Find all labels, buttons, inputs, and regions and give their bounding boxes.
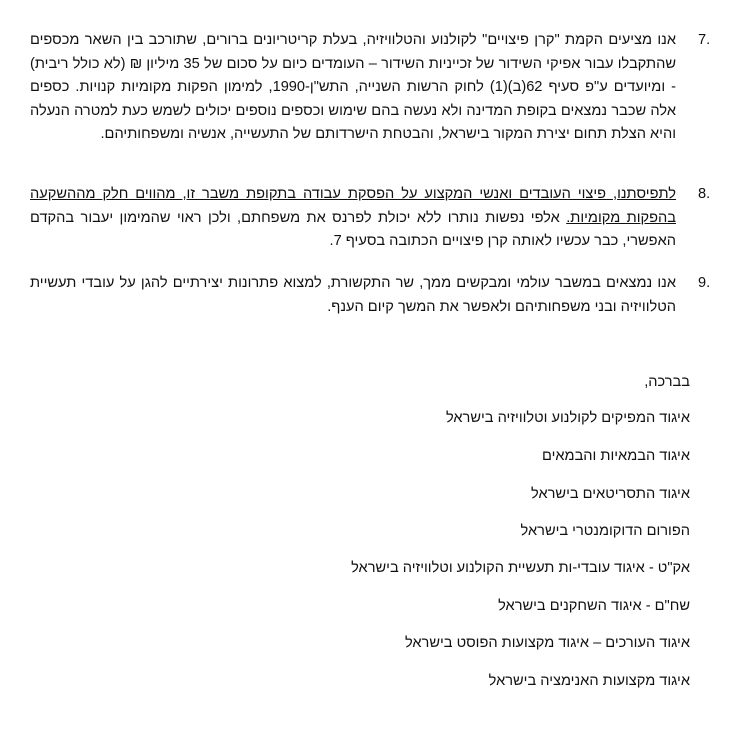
- underlined-text: לתפיסתנו, פיצוי העובדים ואנשי המקצוע על הפסקת עבודה בתקופת משבר זו, מהווים חלק מההשקעה בהפקות מקומיות.: [30, 186, 676, 226]
- signatory: איגוד הבמאיות והבמאים: [541, 448, 690, 464]
- item-number: 8.: [698, 186, 711, 202]
- signatory: איגוד העורכים – איגוד מקצועות הפוסט בישראל: [404, 635, 690, 651]
- list-item-7: [30, 29, 726, 147]
- item-number: 7.: [698, 32, 711, 48]
- signatory: שח"ם - איגוד השחקנים בישראל: [498, 598, 690, 614]
- item-text: אנו מציעים הקמת "קרן פיצויים" לקולנוע והטלוויזיה, בעלת קריטריונים ברורים, שתורכב בין השאר מכספים שהתקבלו עבור אפיקי השידור של זכייניות השידור – העומדים כיום על סכום של 35 מיליון ₪ (לא כולל ריבית) - ומיועדים ע"פ סעיף 62(ב)(1) לחוק הרשות השנייה, התש"ן-1990, למימון הפקות מקומיות קנויות. כספים אלה שכבר נמצאים בקופת המדינה ולא נעשה בהם שימוש וכספים נוספים יכולים לשמש כעת למטרה הנעלה והיא הצלת תחום יצירת המקור בישראל, והבטחת הישרדותם של התעשייה, אנשיה ומשפחותיהם.: [30, 32, 677, 142]
- signatory: איגוד מקצועות האנימציה בישראל: [488, 673, 690, 689]
- list-item-8: [30, 183, 726, 254]
- closing-greeting: בברכה,: [644, 374, 690, 390]
- signatory: אק"ט - איגוד עובדי-ות תעשיית הקולנוע וטלוויזיה בישראל: [351, 560, 690, 576]
- signatory: איגוד המפיקים לקולנוע וטלוויזיה בישראל: [445, 410, 690, 426]
- signatory: הפורום הדוקומנטרי בישראל: [520, 523, 690, 539]
- list-item-9: [30, 272, 726, 319]
- item-text: אנו נמצאים במשבר עולמי ומבקשים ממך, שר התקשורת, למצוא פתרונות יצירתיים להגן על עובדי תעשיית הטלוויזיה ובני משפחותיהם ולאפשר את המשך קיום הענף.: [30, 275, 676, 315]
- signatory: איגוד התסריטאים בישראל: [531, 486, 690, 502]
- item-text: [30, 183, 676, 254]
- item-number: 9.: [698, 275, 711, 291]
- item-text-rest: אלפי נפשות נותרו ללא יכולת לפרנס את משפחתם, ולכן ראוי שהמימון יעבור בהקדם האפשרי, כבר עכשיו לאותה קרן פיצויים הכתובה בסעיף 7.: [30, 209, 676, 249]
